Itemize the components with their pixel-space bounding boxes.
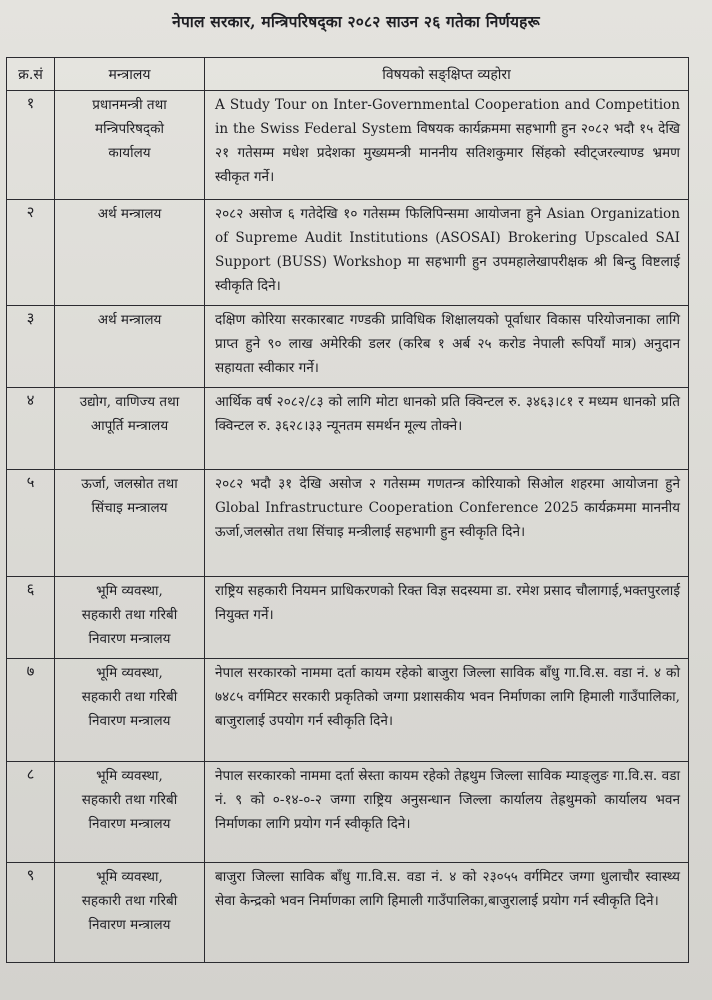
table-row (7, 762, 689, 863)
header-ministry: मन्त्रालय (55, 58, 205, 91)
row-subject (205, 577, 689, 659)
table-row (7, 577, 689, 659)
ministry-line: निवारण मन्त्रालय (88, 713, 171, 729)
ministry-line: कार्यालय (108, 145, 151, 161)
ministry-line: अर्थ मन्त्रालय (97, 312, 162, 328)
row-subject (205, 762, 689, 863)
subject-text: नेपाल सरकारको नाममा दर्ता स्रेस्ता कायम रहेको तेह्रथुम जिल्ला साविक म्याङ्लुङ गा.वि.स. वडा नं. ९ को ०-१४-०-२ जग्गा राष्ट्रिय अनुसन्धान जिल्ला कार्यालय तेह्रथुमको कार्यालय भवन निर्माणका लागि प्रयोग गर्न स्वीकृति दिने। (215, 768, 680, 832)
row-ministry (55, 388, 205, 470)
row-subject (205, 659, 689, 762)
row-ministry (55, 306, 205, 388)
subject-text: नेपाल सरकारको नाममा दर्ता कायम रहेको बाजुरा जिल्ला साविक बाँधु गा.वि.स. वडा नं. ४ को ७४८५ वर्गमिटर सरकारी प्रकृतिको जग्गा प्रशासकीय भवन निर्माणका लागि हिमाली गाउँपालिका, बाजुरालाई उपयोग गर्न स्वीकृति दिने। (215, 665, 680, 729)
page-title: नेपाल सरकार, मन्त्रिपरिषद्का २०८२ साउन २६ गतेका निर्णयहरू (172, 12, 540, 31)
row-subject (205, 91, 689, 200)
subject-text: A Study Tour on Inter-Governmental Cooperation and Competition in the Swiss Federal System विषयक कार्यक्रममा सहभागी हुन २०८२ भदौ १५ देखि २१ गतेसम्म मधेश प्रदेशका मुख्यमन्त्री माननीय सतिशकुमार सिंहको स्वीट्जरल्याण्ड भ्रमण स्वीकृत गर्ने। (215, 97, 680, 185)
row-subject (205, 388, 689, 470)
row-serial-number: ४ (7, 388, 55, 470)
ministry-line: निवारण मन्त्रालय (88, 631, 171, 647)
table-row (7, 388, 689, 470)
ministry-line: प्रधानमन्त्री तथा (92, 97, 167, 113)
header-subject: विषयको सङ्क्षिप्त व्यहोरा (205, 58, 689, 91)
row-serial-number: ८ (7, 762, 55, 863)
subject-text: दक्षिण कोरिया सरकारबाट गण्डकी प्राविधिक शिक्षालयको पूर्वाधार विकास परियोजनाका लागि प्राप्त हुने ९० लाख अमेरिकी डलर (करिब १ अर्ब २५ करोड नेपाली रूपियाँ मात्र) अनुदान सहायता स्वीकार गर्ने। (215, 312, 680, 376)
row-ministry (55, 200, 205, 306)
ministry-line: भूमि व्यवस्था, (96, 869, 163, 885)
ministry-line: सहकारी तथा गरिबी (81, 689, 178, 705)
header-sn: क्र.सं (7, 58, 55, 91)
row-serial-number: ९ (7, 863, 55, 963)
table-row (7, 470, 689, 577)
ministry-line: आपूर्ति मन्त्रालय (90, 418, 169, 434)
ministry-line: अर्थ मन्त्रालय (97, 206, 162, 222)
ministry-line: निवारण मन्त्रालय (88, 917, 171, 933)
ministry-line: सहकारी तथा गरिबी (81, 792, 178, 808)
row-serial-number: ३ (7, 306, 55, 388)
ministry-line: भूमि व्यवस्था, (96, 768, 163, 784)
table-row (7, 659, 689, 762)
header-row (7, 58, 689, 91)
ministry-line: सहकारी तथा गरिबी (81, 607, 178, 623)
ministry-line: मन्त्रिपरिषद्को (95, 121, 164, 137)
ministry-line: सहकारी तथा गरिबी (81, 893, 178, 909)
ministry-line: निवारण मन्त्रालय (88, 816, 171, 832)
row-serial-number: ५ (7, 470, 55, 577)
row-ministry (55, 659, 205, 762)
row-serial-number: १ (7, 91, 55, 200)
row-subject (205, 863, 689, 963)
table-row (7, 306, 689, 388)
ministry-line: भूमि व्यवस्था, (96, 583, 163, 599)
table-row (7, 91, 689, 200)
row-ministry (55, 762, 205, 863)
ministry-line: सिंचाइ मन्त्रालय (91, 500, 168, 516)
row-serial-number: ६ (7, 577, 55, 659)
subject-text: बाजुरा जिल्ला साविक बाँधु गा.वि.स. वडा नं. ४ को २३०५५ वर्गमिटर जग्गा धुलाचौर स्वास्थ्य सेवा केन्द्रको भवन निर्माणका लागि हिमाली गाउँपालिका,बाजुरालाई प्रयोग गर्न स्वीकृति दिने। (215, 869, 680, 909)
subject-text: राष्ट्रिय सहकारी नियमन प्राधिकरणको रिक्त विज्ञ सदस्यमा डा. रमेश प्रसाद चौलागाई,भक्तपुरलाई नियुक्त गर्ने। (215, 583, 680, 623)
table-row (7, 200, 689, 306)
subject-text: २०८२ भदौ ३१ देखि असोज २ गतेसम्म गणतन्त्र कोरियाको सिओल शहरमा आयोजना हुने Global Infrastructure Cooperation Conference 2025 कार्यक्रममा माननीय ऊर्जा,जलस्रोत तथा सिंचाइ मन्त्रीलाई सहभागी हुन स्वीकृति दिने। (215, 476, 680, 540)
row-serial-number: ७ (7, 659, 55, 762)
ministry-line: ऊर्जा, जलस्रोत तथा (81, 476, 178, 492)
row-subject (205, 470, 689, 577)
table-row (7, 863, 689, 963)
ministry-line: उद्योग, वाणिज्य तथा (79, 394, 180, 410)
subject-text: २०८२ असोज ६ गतेदेखि १० गतेसम्म फिलिपिन्समा आयोजना हुने Asian Organization of Supreme Audit Institutions (ASOSAI) Brokering Upscaled SAI Support (BUSS) Workshop मा सहभागी हुन उपमहालेखापरीक्षक श्री बिन्दु विष्टलाई स्वीकृति दिने। (215, 206, 680, 294)
subject-text: आर्थिक वर्ष २०८२/८३ को लागि मोटा धानको प्रति क्विन्टल रु. ३४६३।८१ र मध्यम धानको प्रति क्विन्टल रु. ३६२८।३३ न्यूनतम समर्थन मूल्य तोक्ने। (215, 394, 680, 434)
row-ministry (55, 577, 205, 659)
row-ministry (55, 470, 205, 577)
decisions-table (6, 57, 689, 963)
row-ministry (55, 91, 205, 200)
row-subject (205, 306, 689, 388)
row-subject (205, 200, 689, 306)
ministry-line: भूमि व्यवस्था, (96, 665, 163, 681)
row-serial-number: २ (7, 200, 55, 306)
row-ministry (55, 863, 205, 963)
